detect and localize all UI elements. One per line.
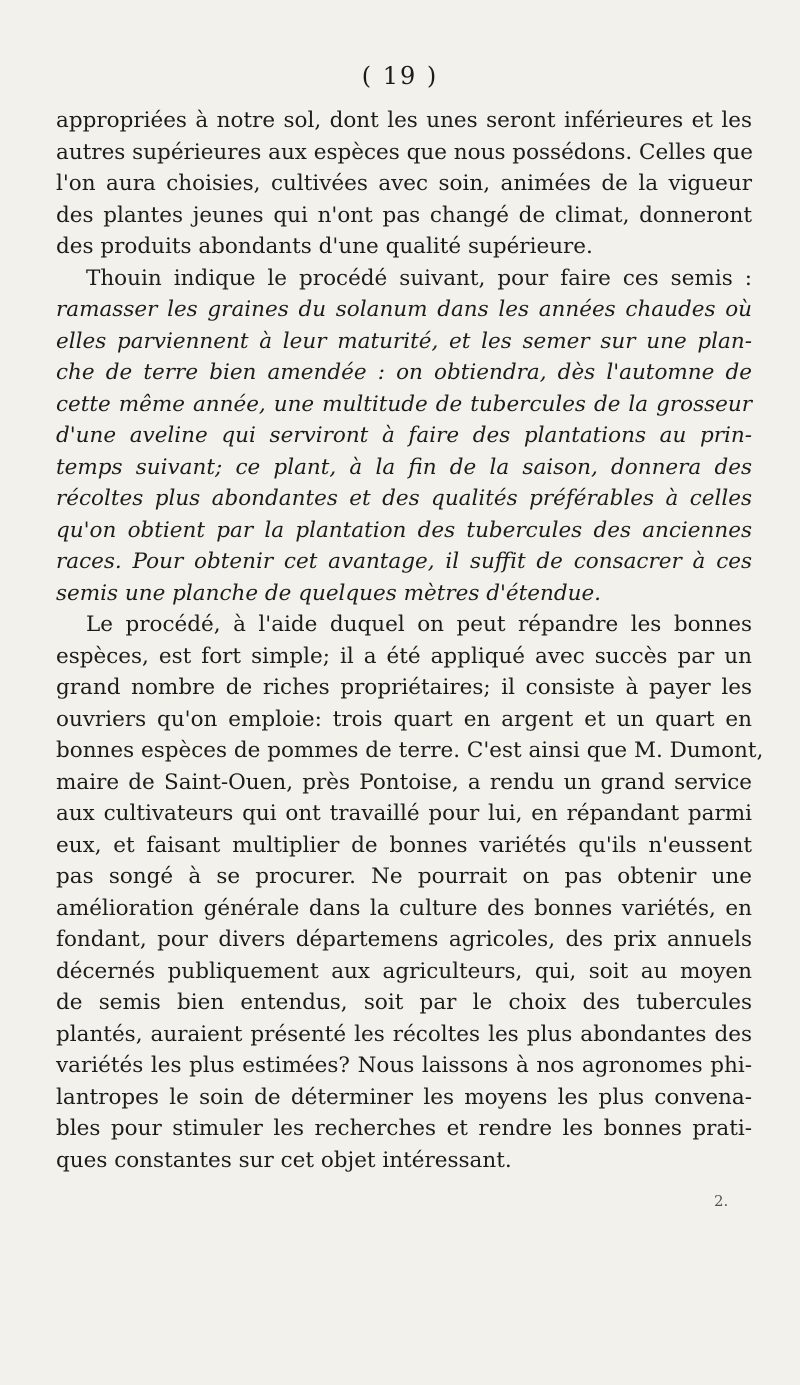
text-line: eux, et faisant multiplier de bonnes variétés qu'ils n'eussent xyxy=(56,832,752,858)
text-line: des plantes jeunes qui n'ont pas changé de climat, donneront xyxy=(56,202,752,228)
text-line: récoltes plus abondantes et des qualités préférables à celles xyxy=(56,486,752,511)
text-line: bles pour stimuler les recherches et rendre les bonnes prati- xyxy=(56,1116,752,1141)
text-line: grand nombre de riches propriétaires; il consiste à payer les xyxy=(56,675,752,700)
text-line: elles parviennent à leur maturité, et les semer sur une plan- xyxy=(56,328,752,354)
text-line: semis une planche de quelques mètres d'étendue. xyxy=(56,580,602,606)
text-line: autres supérieures aux espèces que nous possédons. Celles que xyxy=(56,139,753,165)
text-line: variétés les plus estimées? Nous laissons à nos agronomes phi- xyxy=(56,1053,752,1078)
body-text xyxy=(56,105,764,1176)
text-line: décernés publiquement aux agriculteurs, qui, soit au moyen xyxy=(56,958,752,984)
text-line: pas songé à se procurer. Ne pourrait on pas obtenir une xyxy=(56,864,752,889)
text-line: d'une aveline qui serviront à faire des plantations au prin- xyxy=(56,423,752,448)
text-line: de semis bien entendus, soit par le choix des tubercules xyxy=(56,990,752,1015)
text-line: lantropes le soin de déterminer les moyens les plus convena- xyxy=(56,1084,752,1110)
signature-mark: 2. xyxy=(714,1192,729,1210)
text-line: aux cultivateurs qui ont travaillé pour lui, en répandant parmi xyxy=(56,801,752,826)
text-line: plantés, auraient présenté les récoltes les plus abondantes des xyxy=(56,1021,752,1047)
text-line: qu'on obtient par la plantation des tubercules des anciennes xyxy=(56,517,752,543)
text-line: Le procédé, à l'aide duquel on peut répandre les bonnes xyxy=(86,612,752,637)
text-line: ramasser les graines du solanum dans les années chaudes où xyxy=(56,297,752,322)
text-line: temps suivant; ce plant, à la fin de la saison, donnera des xyxy=(56,454,752,480)
text-line: appropriées à notre sol, dont les unes seront inférieures et les xyxy=(56,108,752,133)
text-line: espèces, est fort simple; il a été appliqué avec succès par un xyxy=(56,643,752,669)
text-line: des produits abondants d'une qualité supérieure. xyxy=(56,234,593,259)
page-number: ( 19 ) xyxy=(361,62,439,90)
text-line: bonnes espèces de pommes de terre. C'est ainsi que M. Dumont, xyxy=(56,738,764,763)
text-line: ouvriers qu'on emploie: trois quart en argent et un quart en xyxy=(56,706,752,732)
text-line: amélioration générale dans la culture des bonnes variétés, en xyxy=(56,895,752,921)
text-line: maire de Saint-Ouen, près Pontoise, a rendu un grand service xyxy=(56,769,752,795)
text-line: ques constantes sur cet objet intéressant. xyxy=(56,1147,512,1173)
text-line: fondant, pour divers départemens agricoles, des prix annuels xyxy=(56,927,752,952)
text-line: l'on aura choisies, cultivées avec soin, animées de la vigueur xyxy=(56,171,752,196)
text-line: che de terre bien amendée : on obtiendra, dès l'automne de xyxy=(56,360,752,385)
text-line: races. Pour obtenir cet avantage, il suffit de consacrer à ces xyxy=(56,549,752,574)
text-line: Thouin indique le procédé suivant, pour faire ces semis : xyxy=(86,265,752,291)
text-line: cette même année, une multitude de tubercules de la grosseur xyxy=(56,391,752,417)
